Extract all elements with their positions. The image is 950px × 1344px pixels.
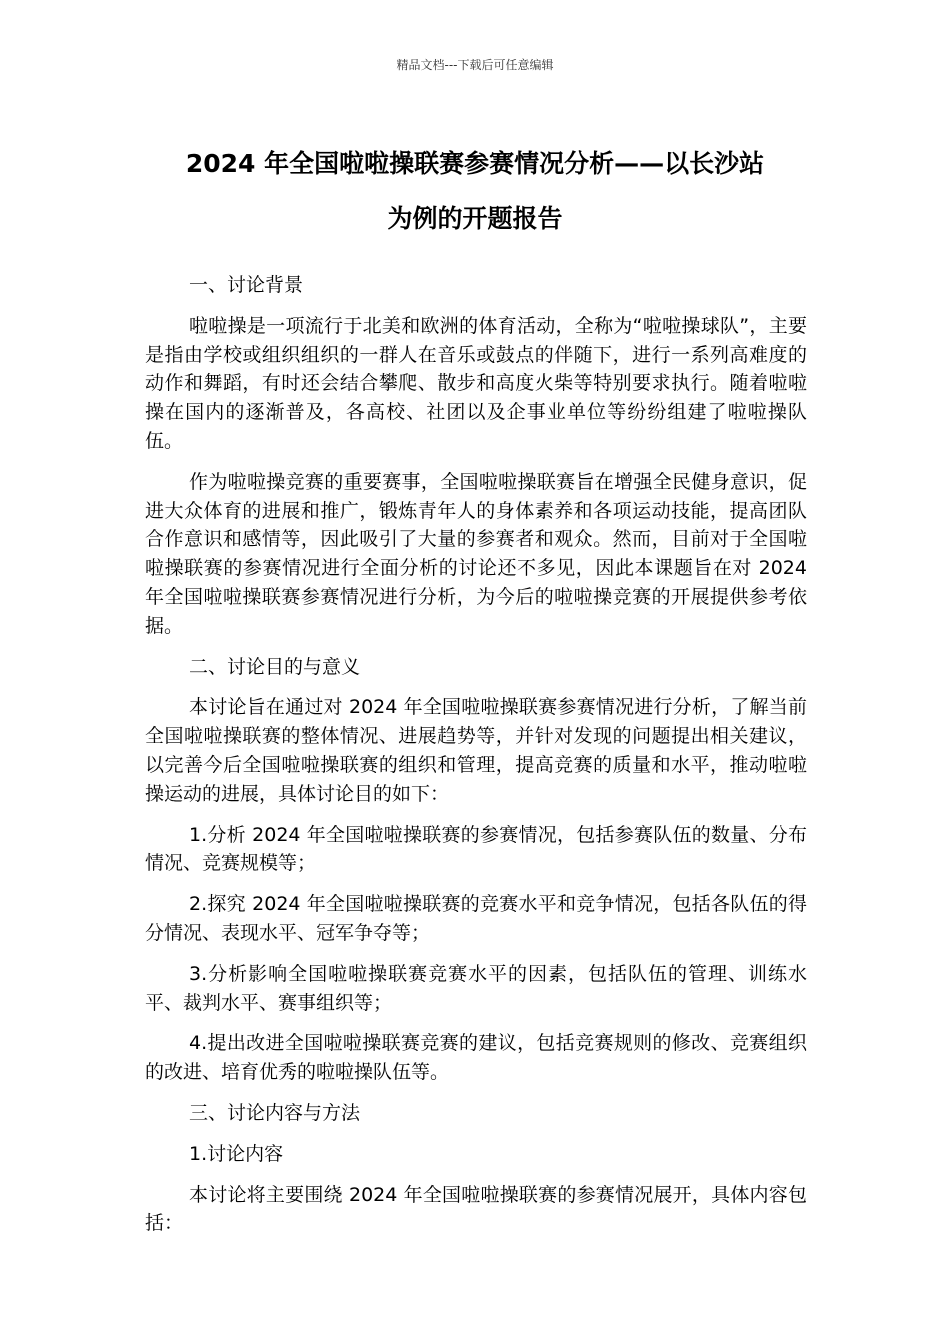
- section-heading-content-method: 三、讨论内容与方法: [189, 1101, 361, 1124]
- list-item-purpose-2: 2.探究 2024 年全国啦啦操联赛的竞赛水平和竞争情况，包括各队伍的得分情况、表现水平、冠军争夺等；: [145, 893, 807, 944]
- paragraph-background-2: 作为啦啦操竞赛的重要赛事，全国啦啦操联赛旨在增强全民健身意识，促进大众体育的进展和推广，锻炼青年人的身体素养和各项运动技能，提高团队合作意识和感情等，因此吸引了大量的参赛者和观众。然而，目前对于全国啦啦操联赛的参赛情况进行全面分析的讨论还不多见，因此本课题旨在对 2024 年全国啦啦操联赛参赛情况进行分析，为今后的啦啦操竞赛的开展提供参考依据。: [145, 470, 807, 637]
- document-body: [145, 271, 807, 1250]
- list-item-purpose-1: 1.分析 2024 年全国啦啦操联赛的参赛情况，包括参赛队伍的数量、分布情况、竞赛规模等；: [145, 823, 807, 875]
- list-item-purpose-4: 4.提出改进全国啦啦操联赛竞赛的建议，包括竞赛规则的修改、竞赛组织的改进、培育优秀的啦啦操队伍等。: [145, 1032, 807, 1084]
- header-note: 精品文档---下载后可任意编辑: [396, 58, 554, 72]
- title-line-2: 为例的开题报告: [387, 204, 563, 233]
- document-title: [120, 136, 830, 246]
- section-heading-background: 一、讨论背景: [189, 274, 304, 296]
- title-line-1: 2024 年全国啦啦操联赛参赛情况分析——以长沙站: [185, 149, 765, 178]
- paragraph-purpose-intro: 本讨论旨在通过对 2024 年全国啦啦操联赛参赛情况进行分析，了解当前全国啦啦操联赛的整体情况、进展趋势等，并针对发现的问题提出相关建议，以完善今后全国啦啦操联赛的组织和管理，提高竞赛的质量和水平，推动啦啦操运动的进展，具体讨论目的如下：: [145, 696, 807, 805]
- paragraph-content-intro: 本讨论将主要围绕 2024 年全国啦啦操联赛的参赛情况展开，具体内容包括：: [145, 1183, 807, 1235]
- section-heading-purpose: 二、讨论目的与意义: [189, 655, 361, 678]
- paragraph-background-1: 啦啦操是一项流行于北美和欧洲的体育活动，全称为“啦啦操球队”，主要是指由学校或组织组织的一群人在音乐或鼓点的伴随下，进行一系列高难度的动作和舞蹈，有时还会结合攀爬、散步和高度火柴等特别要求执行。随着啦啦操在国内的逐渐普及，各高校、社团以及企事业单位等纷纷组建了啦啦操队伍。: [145, 314, 807, 452]
- subsection-heading-content: 1.讨论内容: [189, 1142, 284, 1165]
- list-item-purpose-3: 3.分析影响全国啦啦操联赛竞赛水平的因素，包括队伍的管理、训练水平、裁判水平、赛事组织等；: [145, 962, 807, 1014]
